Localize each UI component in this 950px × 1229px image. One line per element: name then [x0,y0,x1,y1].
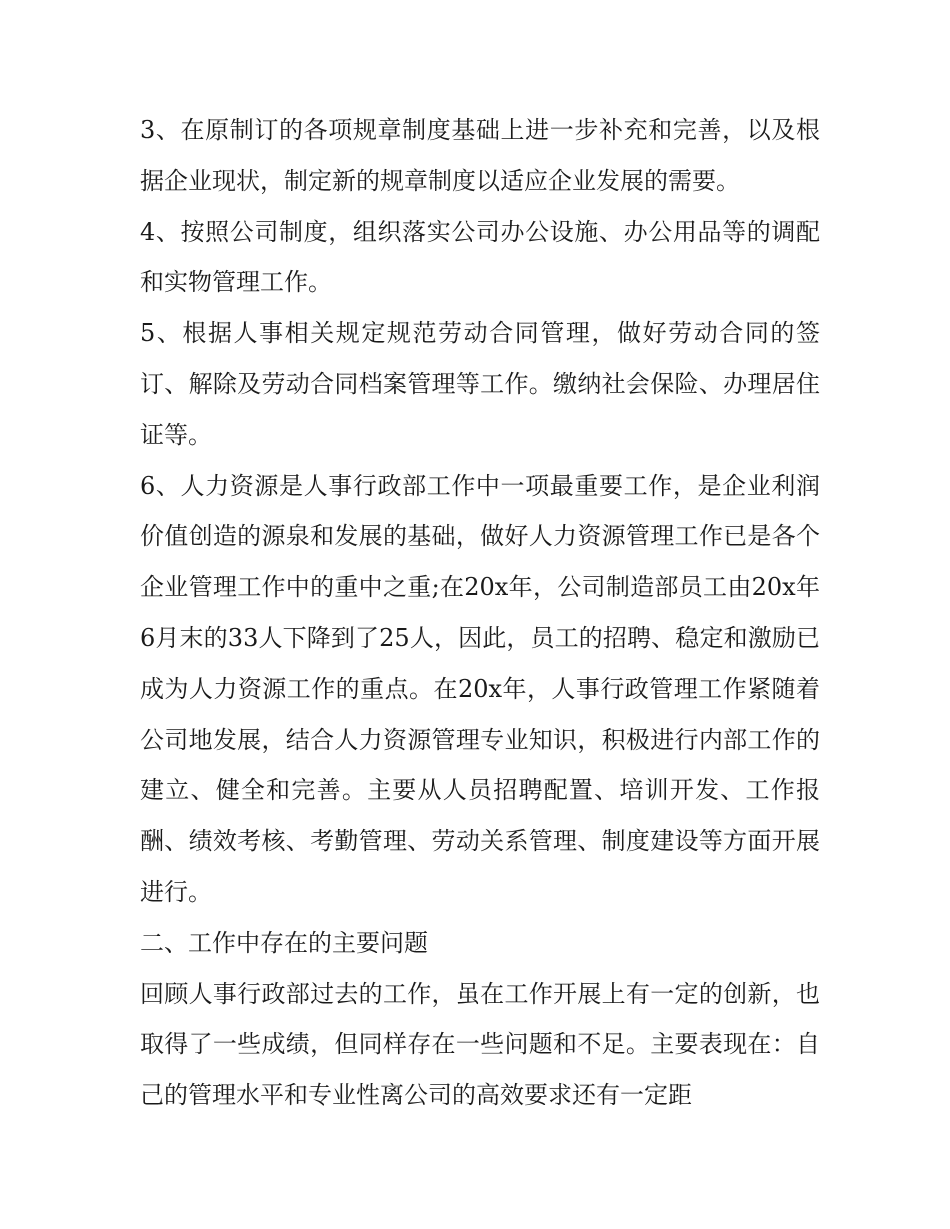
paragraph-item-6: 6、人力资源是人事行政部工作中一项最重要工作，是企业利润价值创造的源泉和发展的基础，做好人力资源管理工作已是各个企业管理工作中的重中之重;在20x年，公司制造部员工由20x年6月末的33人下降到了25人，因此，员工的招聘、稳定和激励已成为人力资源工作的重点。在20x年，人事行政管理工作紧随着公司地发展，结合人力资源管理专业知识，积极进行内部工作的建立、健全和完善。主要从人员招聘配置、培训开发、工作报酬、绩效考核、考勤管理、劳动关系管理、制度建设等方面开展进行。 [140,471,820,906]
section-heading: 二、工作中存在的主要问题 [140,928,428,957]
document-body [140,105,820,1121]
paragraph-item-4: 4、按照公司制度，组织落实公司办公设施、办公用品等的调配和实物管理工作。 [140,217,820,297]
paragraph-item-5: 5、根据人事相关规定规范劳动合同管理，做好劳动合同的签订、解除及劳动合同档案管理等工作。缴纳社会保险、办理居住证等。 [140,319,820,449]
paragraph-item-3: 3、在原制订的各项规章制度基础上进一步补充和完善，以及根据企业现状，制定新的规章制度以适应企业发展的需要。 [140,116,820,195]
paragraph-review: 回顾人事行政部过去的工作，虽在工作开展上有一定的创新，也取得了一些成绩，但同样存在一些问题和不足。主要表现在：自己的管理水平和专业性离公司的高效要求还有一定距 [140,979,820,1110]
